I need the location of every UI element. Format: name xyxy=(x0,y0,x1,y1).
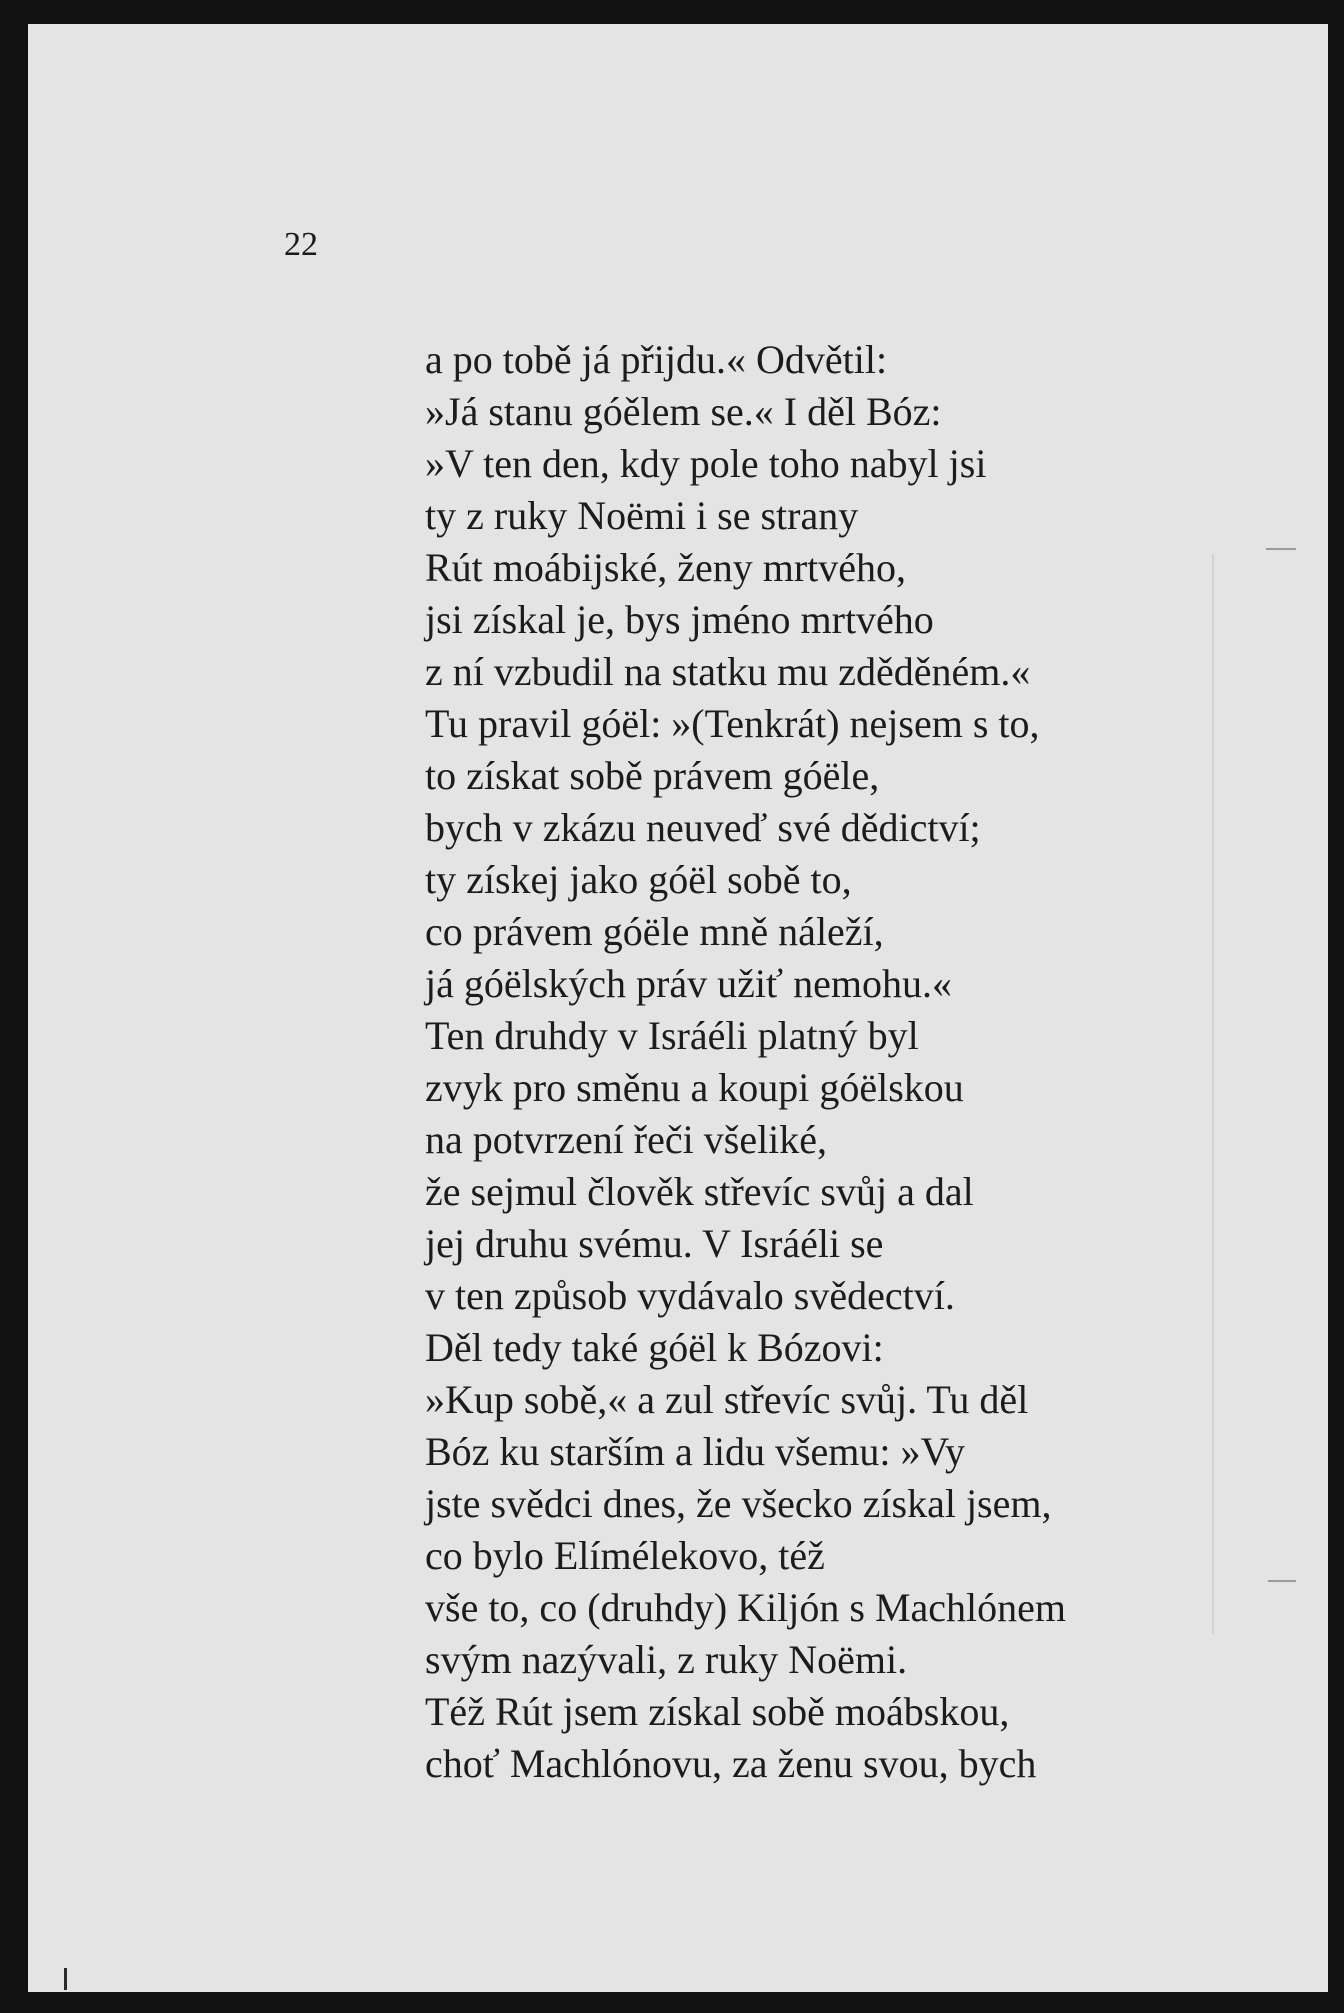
text-line: já góëlských práv užiť nemohu.« xyxy=(425,961,952,1006)
text-line: co bylo Elímélekovo, též xyxy=(425,1533,825,1578)
text-line: jsi získal je, bys jméno mrtvého xyxy=(425,597,934,642)
text-line: vše to, co (druhdy) Kiljón s Machlónem xyxy=(425,1585,1066,1630)
text-line: a po tobě já přijdu.« Odvětil: xyxy=(425,337,888,382)
text-line: ty získej jako góël sobě to, xyxy=(425,857,852,902)
book-page xyxy=(28,24,1328,1992)
verse-text xyxy=(425,334,1225,1790)
margin-tick-mark xyxy=(1268,1580,1296,1582)
page-number: 22 xyxy=(284,226,318,263)
text-line: co právem góële mně náleží, xyxy=(425,909,884,954)
margin-fold-line xyxy=(1212,554,1214,1634)
text-line: v ten způsob vydávalo svědectví. xyxy=(425,1273,955,1318)
text-line: Tu pravil góël: »(Tenkrát) nejsem s to, xyxy=(425,701,1040,746)
text-line: zvyk pro směnu a koupi góëlskou xyxy=(425,1065,964,1110)
scan-edge-mark xyxy=(64,1968,67,1990)
text-line: na potvrzení řeči všeliké, xyxy=(425,1117,828,1162)
text-line: Rút moábijské, ženy mrtvého, xyxy=(425,545,907,590)
text-line: svým nazývali, z ruky Noëmi. xyxy=(425,1637,908,1682)
text-line: »Já stanu góělem se.« I děl Bóz: xyxy=(425,389,942,434)
text-line: Též Rút jsem získal sobě moábskou, xyxy=(425,1689,1010,1734)
text-line: »Kup sobě,« a zul střevíc svůj. Tu děl xyxy=(425,1377,1029,1422)
text-line: ty z ruky Noëmi i se strany xyxy=(425,493,859,538)
text-line: jste svědci dnes, že všecko získal jsem, xyxy=(425,1481,1052,1526)
margin-tick-mark xyxy=(1266,548,1296,550)
text-line: choť Machlónovu, za ženu svou, bych xyxy=(425,1741,1037,1786)
text-line: »V ten den, kdy pole toho nabyl jsi xyxy=(425,441,987,486)
text-line: Děl tedy také góël k Bózovi: xyxy=(425,1325,884,1370)
text-line: že sejmul člověk střevíc svůj a dal xyxy=(425,1169,974,1214)
text-line: jej druhu svému. V Isráéli se xyxy=(425,1221,884,1266)
text-line: Bóz ku starším a lidu všemu: »Vy xyxy=(425,1429,965,1474)
text-line: to získat sobě právem góële, xyxy=(425,753,880,798)
text-line: z ní vzbudil na statku mu zděděném.« xyxy=(425,649,1031,694)
text-line: bych v zkázu neuveď své dědictví; xyxy=(425,805,981,850)
text-line: Ten druhdy v Isráéli platný byl xyxy=(425,1013,919,1058)
